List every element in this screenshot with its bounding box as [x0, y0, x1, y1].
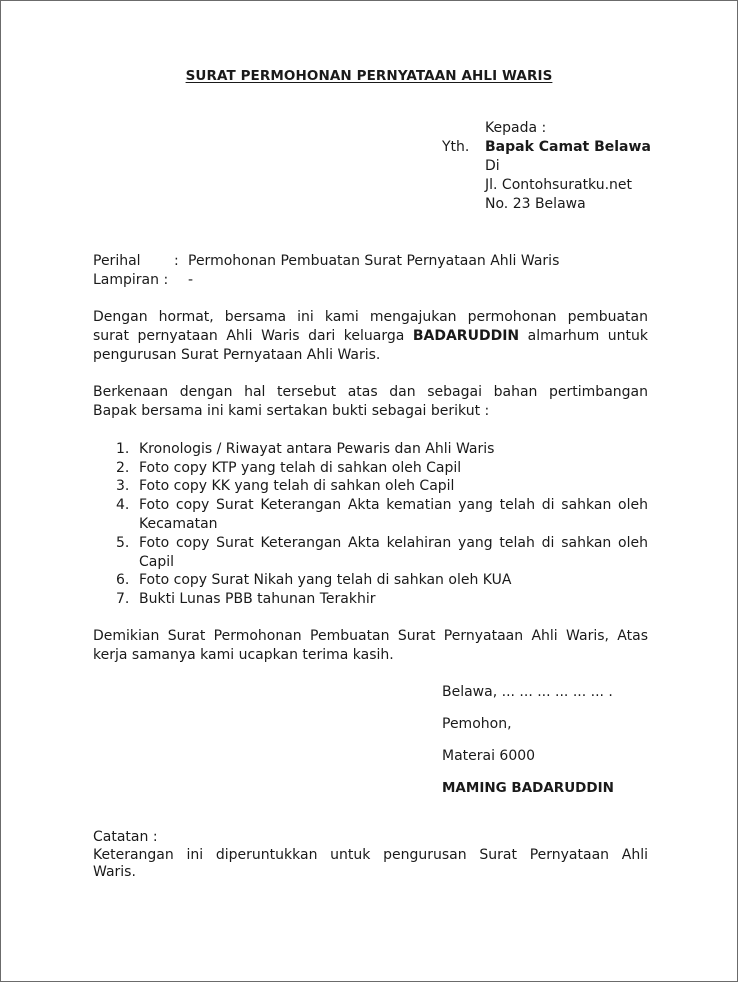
- list-item-4-text-cont: Kecamatan: [139, 516, 218, 532]
- list-item-4-text: Foto copy Surat Keterangan Akta kematian yang telah di sahkan oleh: [139, 497, 648, 513]
- paragraph-1-line3: pengurusan Surat Pernyataan Ahli Waris.: [93, 347, 381, 363]
- paragraph-1-line2-end: almarhum untuk: [527, 328, 649, 344]
- list-item-5-text-cont: Capil: [139, 554, 175, 570]
- list-item-5-number: 5.: [116, 535, 130, 551]
- document-title: SURAT PERMOHONAN PERNYATAAN AHLI WARIS: [185, 68, 553, 84]
- recipient-di: Di: [485, 158, 500, 174]
- recipient-yth: Yth.: [442, 139, 470, 155]
- paragraph-1-line2-start: surat pernyataan Ahli Waris dari keluarga: [93, 328, 405, 344]
- place-date: Belawa, ... ... ... ... ... ... .: [442, 684, 613, 700]
- paragraph-2-line2: Bapak bersama ini kami sertakan bukti sebagai berikut :: [93, 403, 490, 419]
- perihal-value: Permohonan Pembuatan Surat Pernyataan Ahli Waris: [188, 253, 560, 269]
- list-item-1-text: Kronologis / Riwayat antara Pewaris dan Ahli Waris: [139, 441, 495, 457]
- list-item-6-text: Foto copy Surat Nikah yang telah di sahkan oleh KUA: [139, 572, 512, 588]
- paragraph-1-line2: [93, 327, 648, 346]
- paragraph-1-line1: Dengan hormat, bersama ini kami mengajukan permohonan pembuatan: [93, 309, 648, 325]
- closing-line2: kerja samanya kami ucapkan terima kasih.: [93, 647, 394, 663]
- applicant-label: Pemohon,: [442, 716, 512, 732]
- recipient-address-line1: Jl. Contohsuratku.net: [485, 177, 633, 193]
- perihal-colon: :: [174, 253, 179, 269]
- list-item-2-text: Foto copy KTP yang telah di sahkan oleh Capil: [139, 460, 462, 476]
- list-item-7-number: 7.: [116, 591, 130, 607]
- closing-line1: Demikian Surat Permohonan Pembuatan Surat Pernyataan Ahli Waris, Atas: [93, 628, 648, 644]
- list-item-7-text: Bukti Lunas PBB tahunan Terakhir: [139, 591, 376, 607]
- list-item-3-text: Foto copy KK yang telah di sahkan oleh Capil: [139, 478, 455, 494]
- lampiran-value: -: [188, 272, 194, 288]
- list-item-3-number: 3.: [116, 478, 130, 494]
- note-line1: Keterangan ini diperuntukkan untuk pengurusan Surat Pernyataan Ahli: [93, 847, 648, 863]
- note-label: Catatan :: [93, 829, 158, 845]
- note-line2: Waris.: [93, 864, 136, 880]
- recipient-name: Bapak Camat Belawa: [485, 139, 651, 155]
- applicant-name: MAMING BADARUDDIN: [442, 780, 614, 796]
- recipient-address-line2: No. 23 Belawa: [485, 196, 586, 212]
- list-item-1-number: 1.: [116, 441, 130, 457]
- lampiran-label: Lampiran :: [93, 272, 169, 288]
- deceased-family-name: BADARUDDIN: [412, 328, 520, 344]
- stamp-duty-note: Materai 6000: [442, 748, 536, 764]
- list-item-5-text: Foto copy Surat Keterangan Akta kelahiran yang telah di sahkan oleh: [139, 535, 648, 551]
- list-item-6-number: 6.: [116, 572, 130, 588]
- recipient-kepada: Kepada :: [485, 120, 547, 136]
- list-item-4-number: 4.: [116, 497, 130, 513]
- paragraph-2-line1: Berkenaan dengan hal tersebut atas dan sebagai bahan pertimbangan: [93, 384, 648, 400]
- perihal-label: Perihal: [93, 253, 141, 269]
- list-item-2-number: 2.: [116, 460, 130, 476]
